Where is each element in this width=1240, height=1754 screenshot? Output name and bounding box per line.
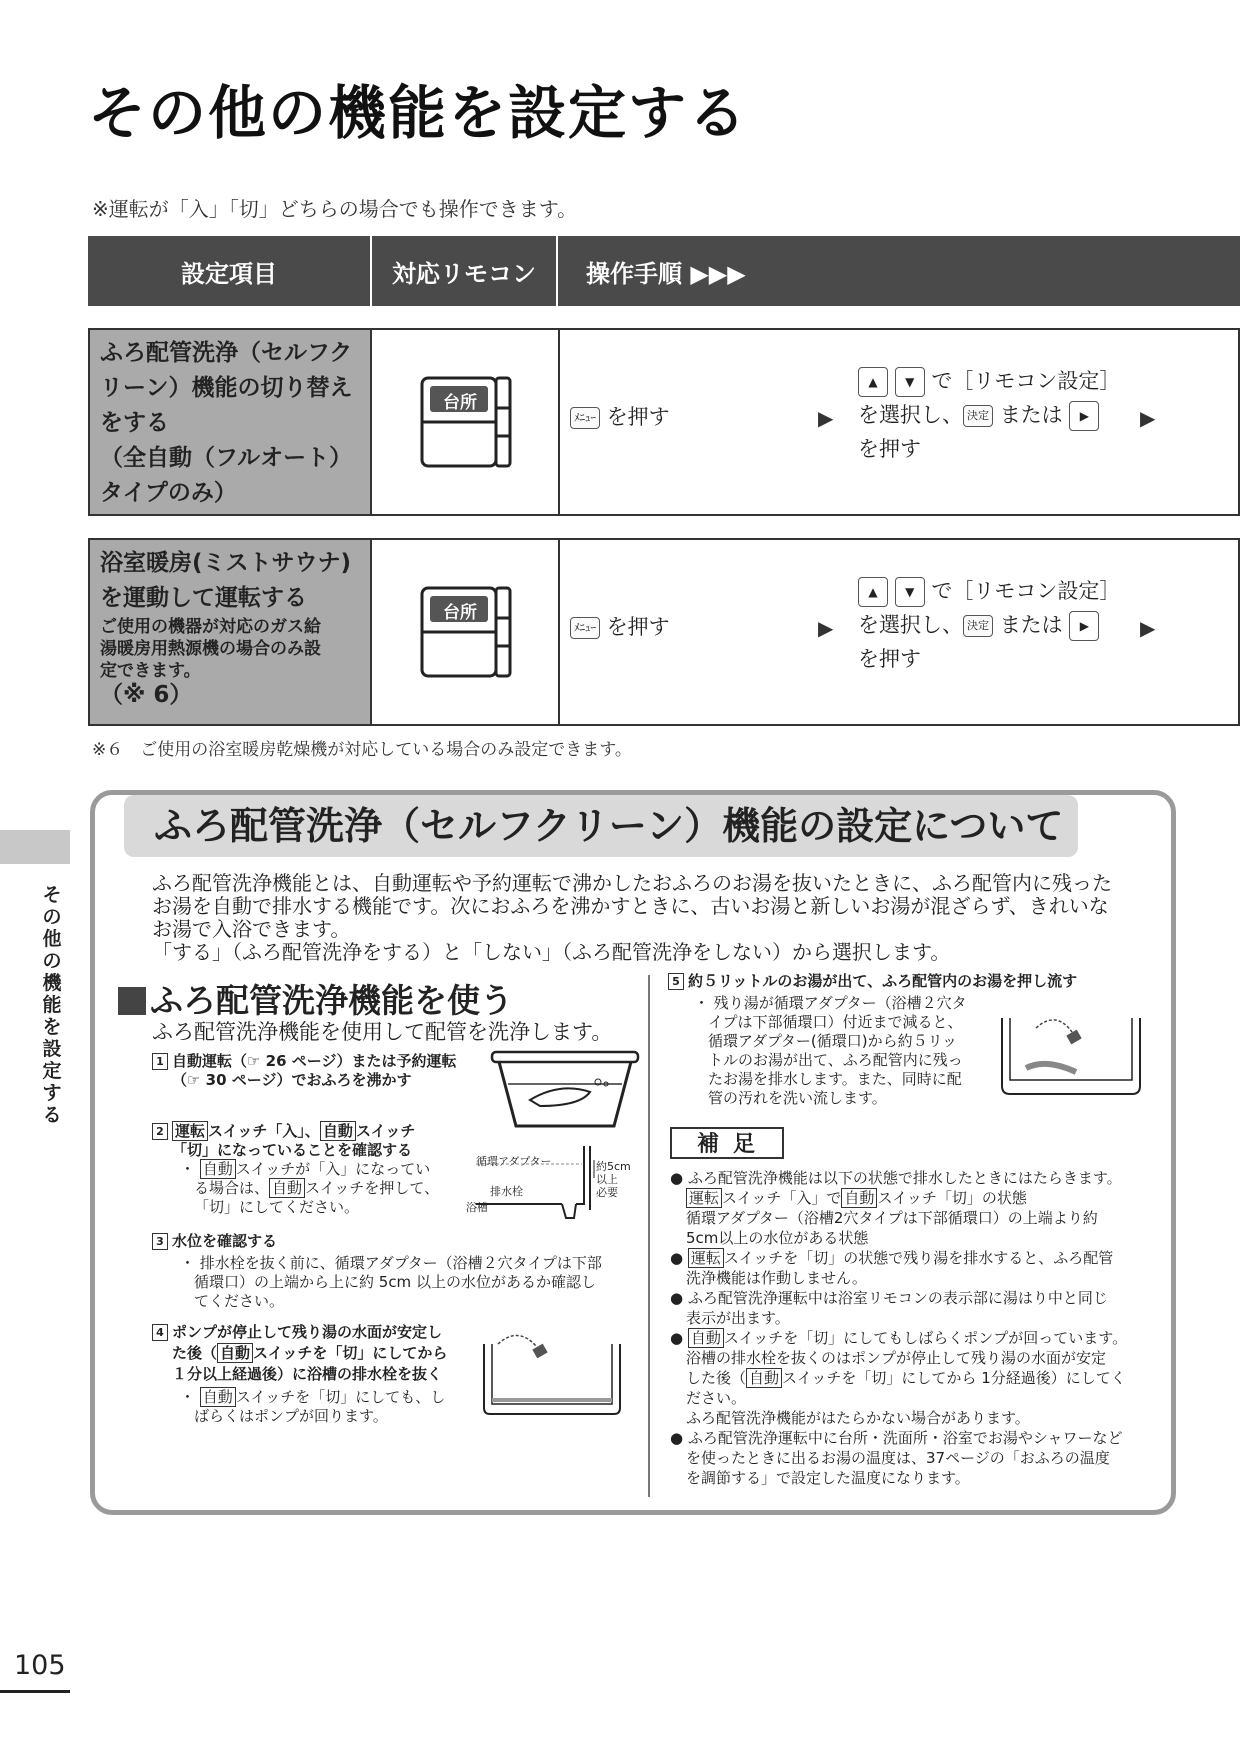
step2-line3: を押す	[858, 437, 921, 461]
step1-text: を押す	[606, 615, 670, 639]
supplement-notes: ● ふろ配管洗浄機能は以下の状態で排水したときにはたらきます。 運転 スイッチ「入」で 自動 スイッチ「切」の状態 循環アダプター（浴槽2穴タイプは下部循環口）の上端より約 5cm以上の水位がある状態 ● 運転 スイッチを「切」の状態で残り湯を排水すると、ふろ配管 洗浄機能は作動しません。 ● ふろ配管洗浄運転中は浴室リモコンの表示部に湯はり中と同じ 表示が出ます。 ● 自動 スイッチを「切」にしてもしばらくポンプが回っています。 浴槽の排水栓を抜くのはポンプが停止して残り湯の水面が安定 した後（ 自動 スイッチを「切」にしてから 1分経過後）にしてく ださい。 ふろ配管洗浄機能がはたらかない場合があります。 ● ふろ配管洗浄運転中に台所・洗面所・浴室でお湯やシャワーなど を使ったときに出るお湯の温度は、37ページの「おふろの温度 を調節する」で設定した温度になります。	[670, 1169, 1128, 1487]
menu-key: ﾒﾆｭｰ	[570, 617, 600, 639]
step2-line2b: または	[999, 403, 1063, 427]
header-remote: 対応リモコン	[372, 236, 556, 306]
up-button-icon: ▲	[858, 367, 888, 397]
label-line: （全自動（フルオート）	[100, 445, 353, 471]
step2-line2a: を選択し、	[858, 403, 963, 427]
intro-line: 「する」（ふろ配管洗浄をする）と「しない」（ふろ配管洗浄をしない）から選択します。	[152, 940, 951, 964]
remote-cell	[372, 540, 560, 724]
label-line: タイプのみ）	[100, 480, 237, 506]
header-procedure: 操作手順 ▶▶▶	[558, 236, 1240, 306]
subsection-desc: ふろ配管洗浄機能を使用して配管を洗浄します。	[152, 1020, 613, 1044]
label-line: 浴室暖房(ミストサウナ)	[100, 550, 352, 576]
operation-note: ※運転が「入」「切」どちらの場合でも操作できます。	[92, 197, 578, 221]
intro-line: お湯を自動で排水する機能です。次におふろを沸かすときに、古いお湯と新しいお湯が混ざらず、きれいな	[152, 894, 1109, 918]
side-section-label: その他の機能を設定する	[42, 884, 62, 1126]
step-2: 2 運転 スイッチ「入」、 自動 スイッチ 「切」になっていることを確認する	[152, 1122, 472, 1160]
menu-key: ﾒﾆｭｰ	[570, 407, 600, 429]
page-title: その他の機能を設定する	[88, 79, 749, 147]
bathtub-illustration	[490, 1046, 640, 1132]
panel-title: ふろ配管洗浄（セルフクリーン）機能の設定について	[124, 795, 1078, 857]
decide-key: 決定	[963, 615, 993, 637]
arrow-right-icon: ▶	[1140, 406, 1156, 430]
column-divider	[648, 975, 650, 1497]
arrow-right-icon: ▶	[818, 616, 834, 640]
label-line: ふろ配管洗浄（セルフク	[100, 340, 353, 366]
label-5cm: 約5cm 以上 必要	[596, 1160, 631, 1199]
down-button-icon: ▼	[895, 577, 925, 607]
pump-diagram	[478, 1326, 626, 1418]
label-adapter: 循環アダプター	[476, 1155, 552, 1168]
footnote: ※６ ご使用の浴室暖房乾燥機が対応している場合のみ設定できます。	[92, 740, 632, 760]
square-bullet-icon	[118, 987, 146, 1015]
step2-line3: を押す	[858, 647, 921, 671]
step2	[858, 574, 1138, 676]
step1	[570, 610, 670, 644]
step2-line2a: を選択し、	[858, 613, 963, 637]
step1	[570, 400, 670, 434]
step-3-note: ・ 排水栓を抜く前に、循環アダプター（浴槽２穴タイプは下部 循環口）の上端から上に約 5cm 以上の水位があるか確認し てください。	[180, 1254, 602, 1310]
up-button-icon: ▲	[858, 577, 888, 607]
intro-line: お湯で入浴できます。	[152, 917, 351, 941]
step-1: 1 自動運転（☞ 26 ページ）または予約運転 （☞ 30 ページ）でおふろを沸かす	[152, 1052, 492, 1090]
decide-key: 決定	[963, 405, 993, 427]
down-button-icon: ▼	[895, 367, 925, 397]
setting-row-self-clean	[88, 328, 1240, 516]
step-4-note: ・ 自動 スイッチを「切」にしても、し ばらくはポンプが回ります。	[180, 1388, 446, 1425]
step-2-note: ・ 自動 スイッチが「入」になってい る場合は、 自動 スイッチを押して、 「切」にしてください。	[180, 1160, 440, 1216]
step1-text: を押す	[606, 405, 670, 429]
side-tab	[0, 830, 70, 864]
label-line: を運動して運転する	[100, 585, 307, 611]
header-setting-item: 設定項目	[88, 236, 370, 306]
arrow-right-icon: ▶	[818, 406, 834, 430]
remote-label: 台所	[443, 603, 477, 623]
row-label	[90, 330, 372, 514]
step-5: 5 約５リットルのお湯が出て、ふろ配管内のお湯を押し流す	[668, 972, 1077, 991]
remote-cell	[372, 330, 560, 514]
label-ref: （※ 6）	[100, 682, 193, 708]
supplement-label: 補足	[670, 1127, 784, 1159]
drain-flow-diagram	[996, 1008, 1146, 1098]
step-4: 4 ポンプが停止して残り湯の水面が安定し た後（ 自動 スイッチを「切」にしてから １分以上経過後）に浴槽の排水栓を抜く	[152, 1322, 482, 1385]
page-number-underline	[0, 1690, 70, 1693]
row-label	[90, 540, 372, 724]
panel-intro	[152, 872, 1152, 964]
step2	[858, 364, 1138, 466]
step2-line1: で［リモコン設定］	[931, 579, 1121, 603]
step2-line2b: または	[999, 613, 1063, 637]
label-small: ご使用の機器が対応のガス給	[100, 617, 321, 637]
label-drain: 排水栓	[490, 1185, 523, 1198]
arrow-right-icon: ▶	[1140, 616, 1156, 640]
label-line: リーン）機能の切り替え	[100, 375, 353, 401]
subsection-title: ふろ配管洗浄機能を使う	[118, 975, 513, 1022]
page-number: 105	[14, 1650, 66, 1681]
step-5-note: ・ 残り湯が循環アダプター（浴槽２穴タ イプは下部循環口）付近まで減ると、 循環アダプター(循環口)から約５リッ トルのお湯が出て、ふろ配管内に残っ たお湯を排水します。また、同時に配 管の汚れを洗い流します。	[694, 994, 967, 1107]
label-tub: 浴槽	[466, 1201, 488, 1214]
setting-row-mist-sauna	[88, 538, 1240, 726]
label-small: 湯暖房用熱源機の場合のみ設	[100, 639, 321, 659]
remote-label: 台所	[443, 393, 477, 413]
step-3: 3 水位を確認する	[152, 1232, 277, 1251]
right-button-icon: ▶	[1069, 611, 1099, 641]
label-line: をする	[100, 410, 169, 436]
label-small: 定できます。	[100, 661, 201, 681]
intro-line: ふろ配管洗浄機能とは、自動運転や予約運転で沸かしたおふろのお湯を抜いたときに、ふろ配管内に残った	[152, 871, 1112, 895]
right-button-icon: ▶	[1069, 401, 1099, 431]
step2-line1: で［リモコン設定］	[931, 369, 1121, 393]
